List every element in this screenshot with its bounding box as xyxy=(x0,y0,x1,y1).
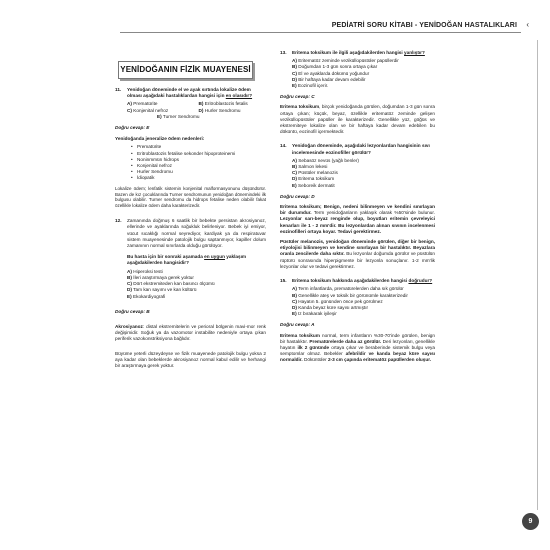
question-number: 15. xyxy=(280,278,287,284)
answer-q12: Doğru cevap: B xyxy=(115,308,150,314)
options-q13 xyxy=(292,58,435,89)
option-e: E) Seboreik dermatit xyxy=(292,182,335,188)
list-item: • Konjenital nefroz xyxy=(137,163,266,169)
list-item: • Hurler Sendromu xyxy=(137,169,266,175)
section-title: YENİDOĞANIN FİZİK MUAYENESİ xyxy=(118,61,253,79)
explanation-text: Döküntüler xyxy=(302,357,327,363)
prompt-text: Bu hasta için bir sonraki aşamada xyxy=(127,254,203,260)
option-a: A) Eritematöz zeminde veziküllopüstüler papüllerdir xyxy=(292,58,399,64)
option-d: D) Bir haftaya kadar devam edebilir xyxy=(292,76,366,82)
list-item: • Prematürite xyxy=(137,144,266,150)
option-a: A) Prematürite xyxy=(127,101,158,107)
option-c: C) Konjenital nefroz xyxy=(127,107,169,113)
question-14 xyxy=(280,143,435,155)
question-12-prompt xyxy=(115,254,266,266)
question-stem xyxy=(292,278,435,284)
explanation-q11: Lokalize ödem; lenfatik sistemin konjenital malformasyonunu düşündürür. Bazen de kız çocuklarında Turner sendromunun yenidoğan dönemindeki ilk bulgusu olabilir. Turner sendromu da hidrops fetalise neden olabilir fakat özellikle lokalize ödem daha karakterizedir. xyxy=(115,185,266,209)
options-q12 xyxy=(127,269,266,300)
option-d: D) Hurler Sendromu xyxy=(198,107,241,113)
question-number: 12. xyxy=(115,218,122,224)
question-number: 11. xyxy=(115,87,122,92)
option-b: B) İleri araştırmaya gerek yoktur xyxy=(127,274,194,280)
bold-text: Lezyonlar sarı-beyaz renginde olup, boyutları eritemin çevreleyici kenarları ile 1 - 2 mm'dir. Bu lezyonlardan alınan sıvının incelenmesi eozinofilleri ortaya koyar. Tedavi gerektirmez. xyxy=(280,216,435,234)
question-13 xyxy=(280,50,435,56)
right-margin-rule xyxy=(537,40,538,510)
question-11 xyxy=(115,87,266,99)
bold-text: Prematürelerde daha az görülür. xyxy=(307,338,382,344)
options-q11 xyxy=(127,101,266,120)
header-rule xyxy=(120,32,521,33)
answer-q15: Doğru cevap: A xyxy=(280,322,315,328)
explanation-text: Bu lezyonlar doğumda görülür ve püstülün rüptürü sonrasında hiperpigmente bir lezyonla sonuçlanır. 1-2 mm'lik lezyonlar olur ve tedavi gerektirmez. xyxy=(280,251,435,269)
explanation-text: Deri lezyonları, genellikle hayatın xyxy=(280,338,435,350)
options-q14 xyxy=(292,158,435,189)
options-q15 xyxy=(292,286,435,317)
question-stem xyxy=(292,50,435,56)
question-12 xyxy=(115,218,266,249)
explanation-text: ortaya çıkar ve beraberinde sistemik bulgu veya semptomlar olmaz. Bebekler xyxy=(280,344,436,357)
option-c: C) El ve ayaklarda dökümü yoğundur xyxy=(292,70,370,76)
option-e: E) Iz bırakarak iyileşir xyxy=(292,311,337,317)
list-item: • Eritroblastozis fetalise sekonder hipoproteinemi xyxy=(137,151,266,157)
option-c: C) Püstüler melanozis xyxy=(292,170,338,176)
term-bold: Akrosiyanoz xyxy=(115,323,143,329)
option-b: B) Salmon lekesi xyxy=(292,164,328,170)
explanation-q13 xyxy=(280,104,435,135)
explanation-q15 xyxy=(280,333,435,364)
page-header xyxy=(120,19,535,37)
header-title: PEDİATRİ SORU KİTABI - YENİDOĞAN HASTALIKLARI xyxy=(331,22,517,29)
prompt-end: yaklaşım aşağıdakilerden hangisidir? xyxy=(127,254,247,266)
list-item: • İdiopatik xyxy=(137,175,266,181)
answer-q14: Doğru cevap: D xyxy=(280,193,315,199)
stem-emphasis: doğrudur? xyxy=(408,278,433,284)
option-b: B) Doğumdan 1-3 gün sonra ortaya çıkar xyxy=(292,64,378,70)
explanation-q14-2 xyxy=(280,239,435,270)
right-column xyxy=(280,49,435,364)
stem-text: Eritema toksikum hakkında aşağıdakilerden hangisi xyxy=(292,278,408,284)
bold-text: afebrildir ve kanda beyaz küre sayısı normaldir. xyxy=(280,351,435,363)
bullet-list xyxy=(137,144,266,181)
option-a: A) Sebasöz nevüs (yağlı benler) xyxy=(292,157,359,163)
explanation-text: Term yenidoğanların yaklaşık olarak %50'sinde bulunur. xyxy=(311,210,435,216)
question-prompt xyxy=(127,254,266,266)
answer-q11: Doğru cevap: E xyxy=(115,125,150,131)
option-e: E) Turner Sendromu xyxy=(157,113,200,119)
option-d: D) Kanda beyaz küre sayısı artmıştır xyxy=(292,304,369,310)
subheading-generalized-edema: Yenidoğanda jeneralize ödem nedenleri: xyxy=(115,136,205,142)
question-15 xyxy=(280,278,435,284)
explanation-q12 xyxy=(115,324,266,343)
term-bold: Eritema toksikum xyxy=(280,104,320,110)
bold-text: Püstüler melanozis, yenidoğan döneminde görülen, diğer bir benign, etiyolojisi bilinmeyen ve kendine sınırlayan bir hastalıktır. Beyazlara oranla zencilerde daha sıktır. xyxy=(280,239,435,257)
question-number: 13. xyxy=(280,50,287,55)
option-b: B) Eritroblastozis fetalis xyxy=(198,101,248,107)
explanation-q12-2: Büyüme yeterli düzeydeyse ve fizik muayenede patolojik bulgu yoksa 2 aya kadar olan bebeklerde akrosiyanoz normal kabul edilir ve herhangi bir araştırmaya gerek yoktur. xyxy=(115,350,266,368)
bold-text: Eritema toksikum xyxy=(280,332,320,338)
explanation-text: , birçok yenidoğanda görülen, doğumdan 1-3 gün sonra ortaya çıkan; küçük, beyaz, özellikle eritematöz zeminde gelişen veziküllopüstüler papüller ile karakterizedir. Genellikle yüz, göğüs ve ekstremiteye lokalize olan ve bir haftaya kadar devam edebilen bu döküntü, eozinofil içermektedir. xyxy=(280,104,435,135)
prompt-emphasis: en uygun xyxy=(204,254,225,260)
question-stem: Zamanında doğmuş 6 saatlik bir bebekte persistan akrosiyanoz, ellerinde ve ayaklarında soğukluk belirleniyor. Bebek iyi emiyor, vücut sıcaklığı normal seyrediyor, kardiyak ya da respiratuvar sistem muayenesinde patolojik bulgu saptanmıyor, kapiller dolum zamanının normal sınırlarda olduğu görülüyor. xyxy=(127,218,266,249)
option-c: C) Dört ekstremiteden kan basıncı ölçümü xyxy=(127,281,215,287)
option-e: E) Ekokardiyografi xyxy=(127,293,166,299)
option-b: B) Genellikle ateş ve toksik bir görünümle karakterizedir xyxy=(292,292,408,298)
page-number-badge: 9 xyxy=(522,513,539,530)
chevron-left-icon: ‹ xyxy=(526,20,529,29)
option-a: A) Hiperoksi testi xyxy=(127,268,163,274)
answer-q13: Doğru cevap: C xyxy=(280,94,315,100)
left-column xyxy=(115,49,266,369)
option-a: A) Term infantlarda, prematürelerden daha sık görülür xyxy=(292,286,404,292)
bold-text: Eritema toksikum; Benign, nedeni bilinmeyen ve kendini sınırlayan bir durumdur. xyxy=(280,204,435,216)
question-number: 14. xyxy=(280,143,287,149)
stem-text: Yenidoğan döneminde el ve ayak sırtında lokalize ödem olması aşağıdaki hastalıklardan hangisi için xyxy=(127,87,251,99)
question-stem xyxy=(127,87,266,99)
bold-text: 2-3 cm çapında eritematöz papüllerden oluşur. xyxy=(326,357,432,363)
option-c: C) Hayatın 5. gününden önce pek görülmez xyxy=(292,298,383,304)
bold-text: ilk 2 gününde xyxy=(295,344,330,350)
option-e: E) Eozinofil içerir. xyxy=(292,83,329,89)
stem-text: Eritema toksikum ile ilgili aşağıdakilerden hangisi xyxy=(292,50,403,55)
explanation-q14 xyxy=(280,204,435,235)
list-item: • Noninmmün hidrops xyxy=(137,157,266,163)
option-d: D) Eritema toksikum xyxy=(292,176,335,182)
stem-emphasis: yanlıştır? xyxy=(404,50,425,55)
stem-emphasis: en olasıdır? xyxy=(225,93,253,99)
option-d: D) Tam kan sayımı ve kan kültürü xyxy=(127,287,197,293)
explanation-text: normal, term infantların %30-70'inde görülen, benign bir hastalıktır. xyxy=(280,332,435,344)
explanation-text: : distal ekstremitelerin ve perioral bölgenin mavi-mor renk değişimidir. Soğuk ya da vazomotor instabilite nedeniyle ortaya çıkan periferik vazokonstriksiyona bağlıdır. xyxy=(115,323,266,342)
question-stem: Yenidoğan döneminde, aşağıdaki lezyonlardan hangisinin sıvı incelemesinde eozinofiller görülür? xyxy=(292,143,430,155)
